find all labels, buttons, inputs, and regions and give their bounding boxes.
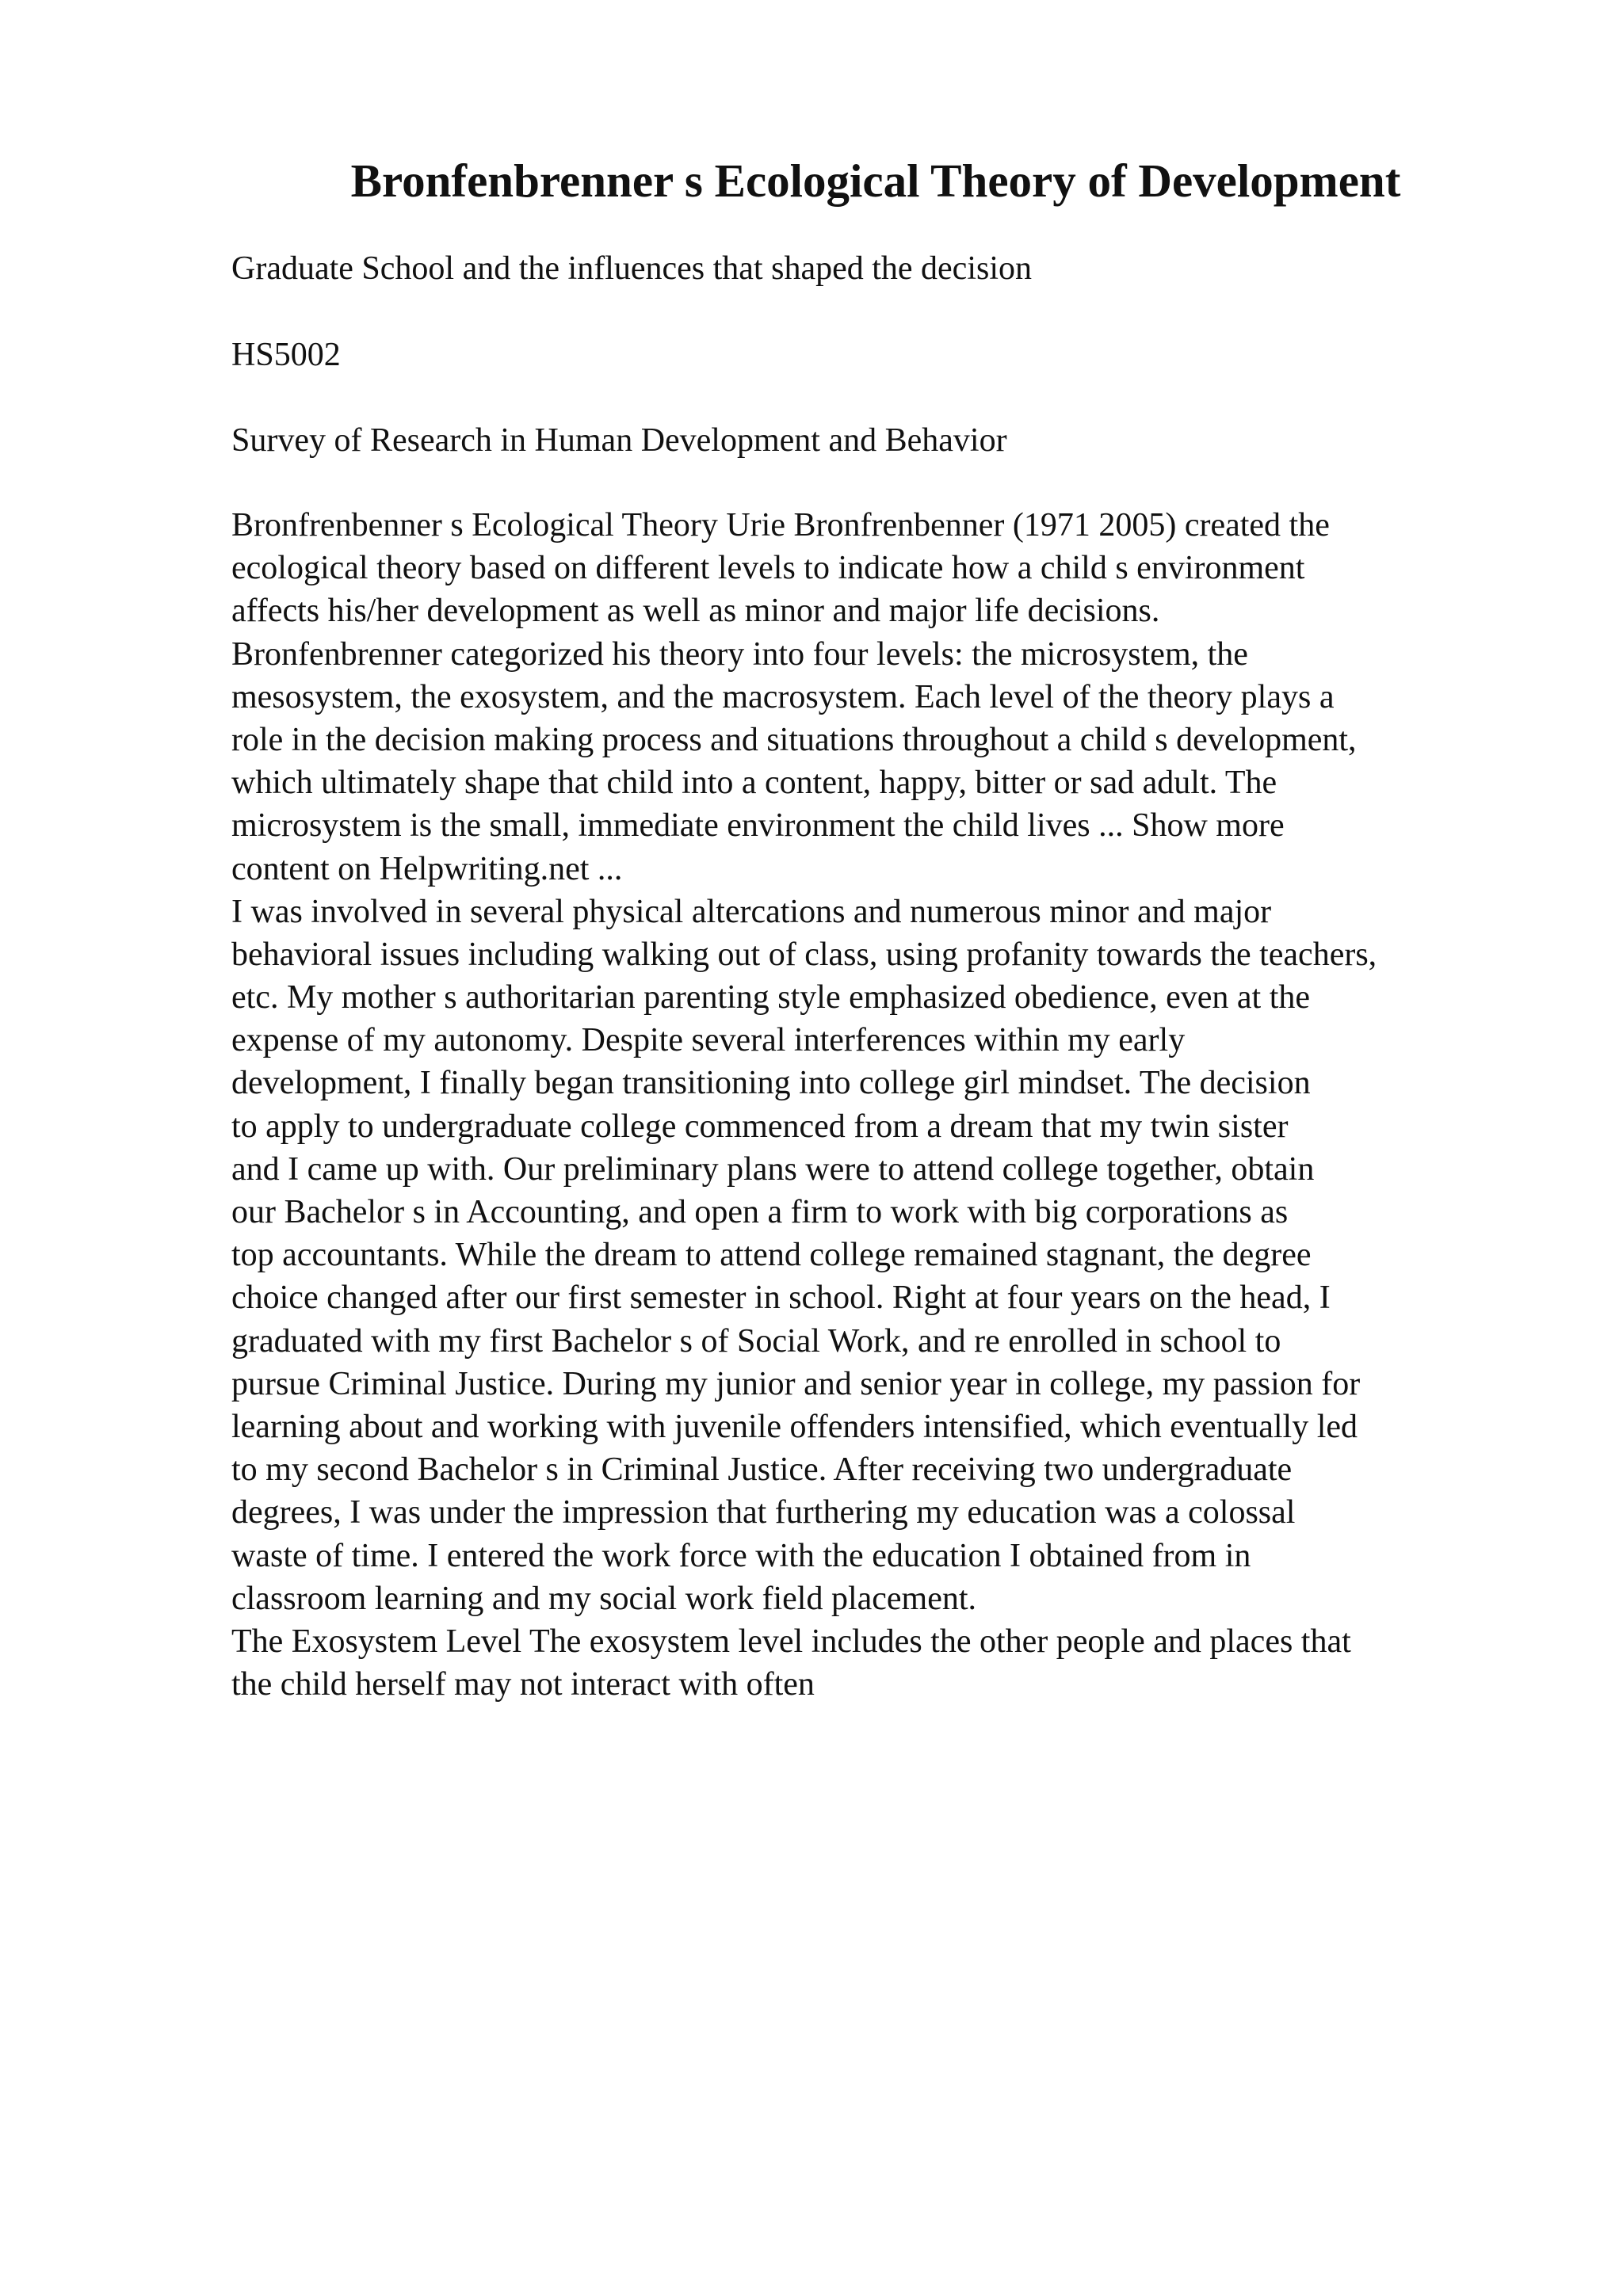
text-line: microsystem is the small, immediate environment the child lives ... Show more: [231, 807, 1285, 845]
text-line: etc. My mother s authoritarian parenting style emphasized obedience, even at the: [231, 979, 1311, 1016]
text-line: top accountants. While the dream to attend college remained stagnant, the degree: [231, 1237, 1312, 1274]
course-code: HS5002: [231, 337, 341, 373]
text-line: expense of my autonomy. Despite several interferences within my early: [231, 1022, 1186, 1059]
text-line: to apply to undergraduate college commenced from a dream that my twin sister: [231, 1108, 1289, 1145]
text-line: and I came up with. Our preliminary plans were to attend college together, obtain: [231, 1150, 1315, 1188]
text-line: to my second Bachelor s in Criminal Justice. After receiving two undergraduate: [231, 1451, 1293, 1489]
text-line: degrees, I was under the impression that furthering my education was a colossal: [231, 1494, 1296, 1531]
text-line: our Bachelor s in Accounting, and open a firm to work with big corporations as: [231, 1194, 1289, 1230]
text-line: graduated with my first Bachelor s of Social Work, and re enrolled in school to: [231, 1322, 1281, 1360]
text-line: content on Helpwriting.net ...: [231, 850, 623, 887]
document-title: Bronfenbrenner s Ecological Theory of Development: [350, 154, 1401, 207]
text-line: behavioral issues including walking out of class, using profanity towards the teachers,: [231, 936, 1377, 973]
text-line: which ultimately shape that child into a content, happy, bitter or sad adult. The: [231, 765, 1277, 802]
text-line: mesosystem, the exosystem, and the macrosystem. Each level of the theory plays a: [231, 678, 1335, 715]
text-line: affects his/her development as well as minor and major life decisions.: [231, 593, 1160, 630]
essay-body: [231, 504, 1579, 1706]
text-line: waste of time. I entered the work force with the education I obtained from in: [231, 1537, 1251, 1574]
text-line: choice changed after our first semester in school. Right at four years on the head, I: [231, 1280, 1331, 1317]
text-line: Bronfrenbenner s Ecological Theory Urie Bronfrenbenner (1971 2005) created the: [231, 507, 1330, 543]
text-line: The Exosystem Level The exosystem level includes the other people and places that: [231, 1623, 1351, 1660]
text-line: role in the decision making process and situations throughout a child s development,: [231, 721, 1357, 758]
text-line: pursue Criminal Justice. During my junior and senior year in college, my passion for: [231, 1365, 1361, 1402]
text-line: development, I finally began transitioning into college girl mindset. The decision: [231, 1065, 1311, 1102]
text-line: the child herself may not interact with often: [231, 1666, 815, 1703]
text-line: Bronfenbrenner categorized his theory into four levels: the microsystem, the: [231, 635, 1248, 673]
text-line: I was involved in several physical altercations and numerous minor and major: [231, 893, 1272, 930]
text-line: classroom learning and my social work field placement.: [231, 1580, 977, 1617]
document-subtitle: Graduate School and the influences that shaped the decision: [231, 250, 1033, 287]
text-line: ecological theory based on different levels to indicate how a child s environment: [231, 550, 1305, 587]
text-line: learning about and working with juvenile offenders intensified, which eventually led: [231, 1408, 1358, 1445]
course-name: Survey of Research in Human Development and Behavior: [231, 422, 1007, 459]
